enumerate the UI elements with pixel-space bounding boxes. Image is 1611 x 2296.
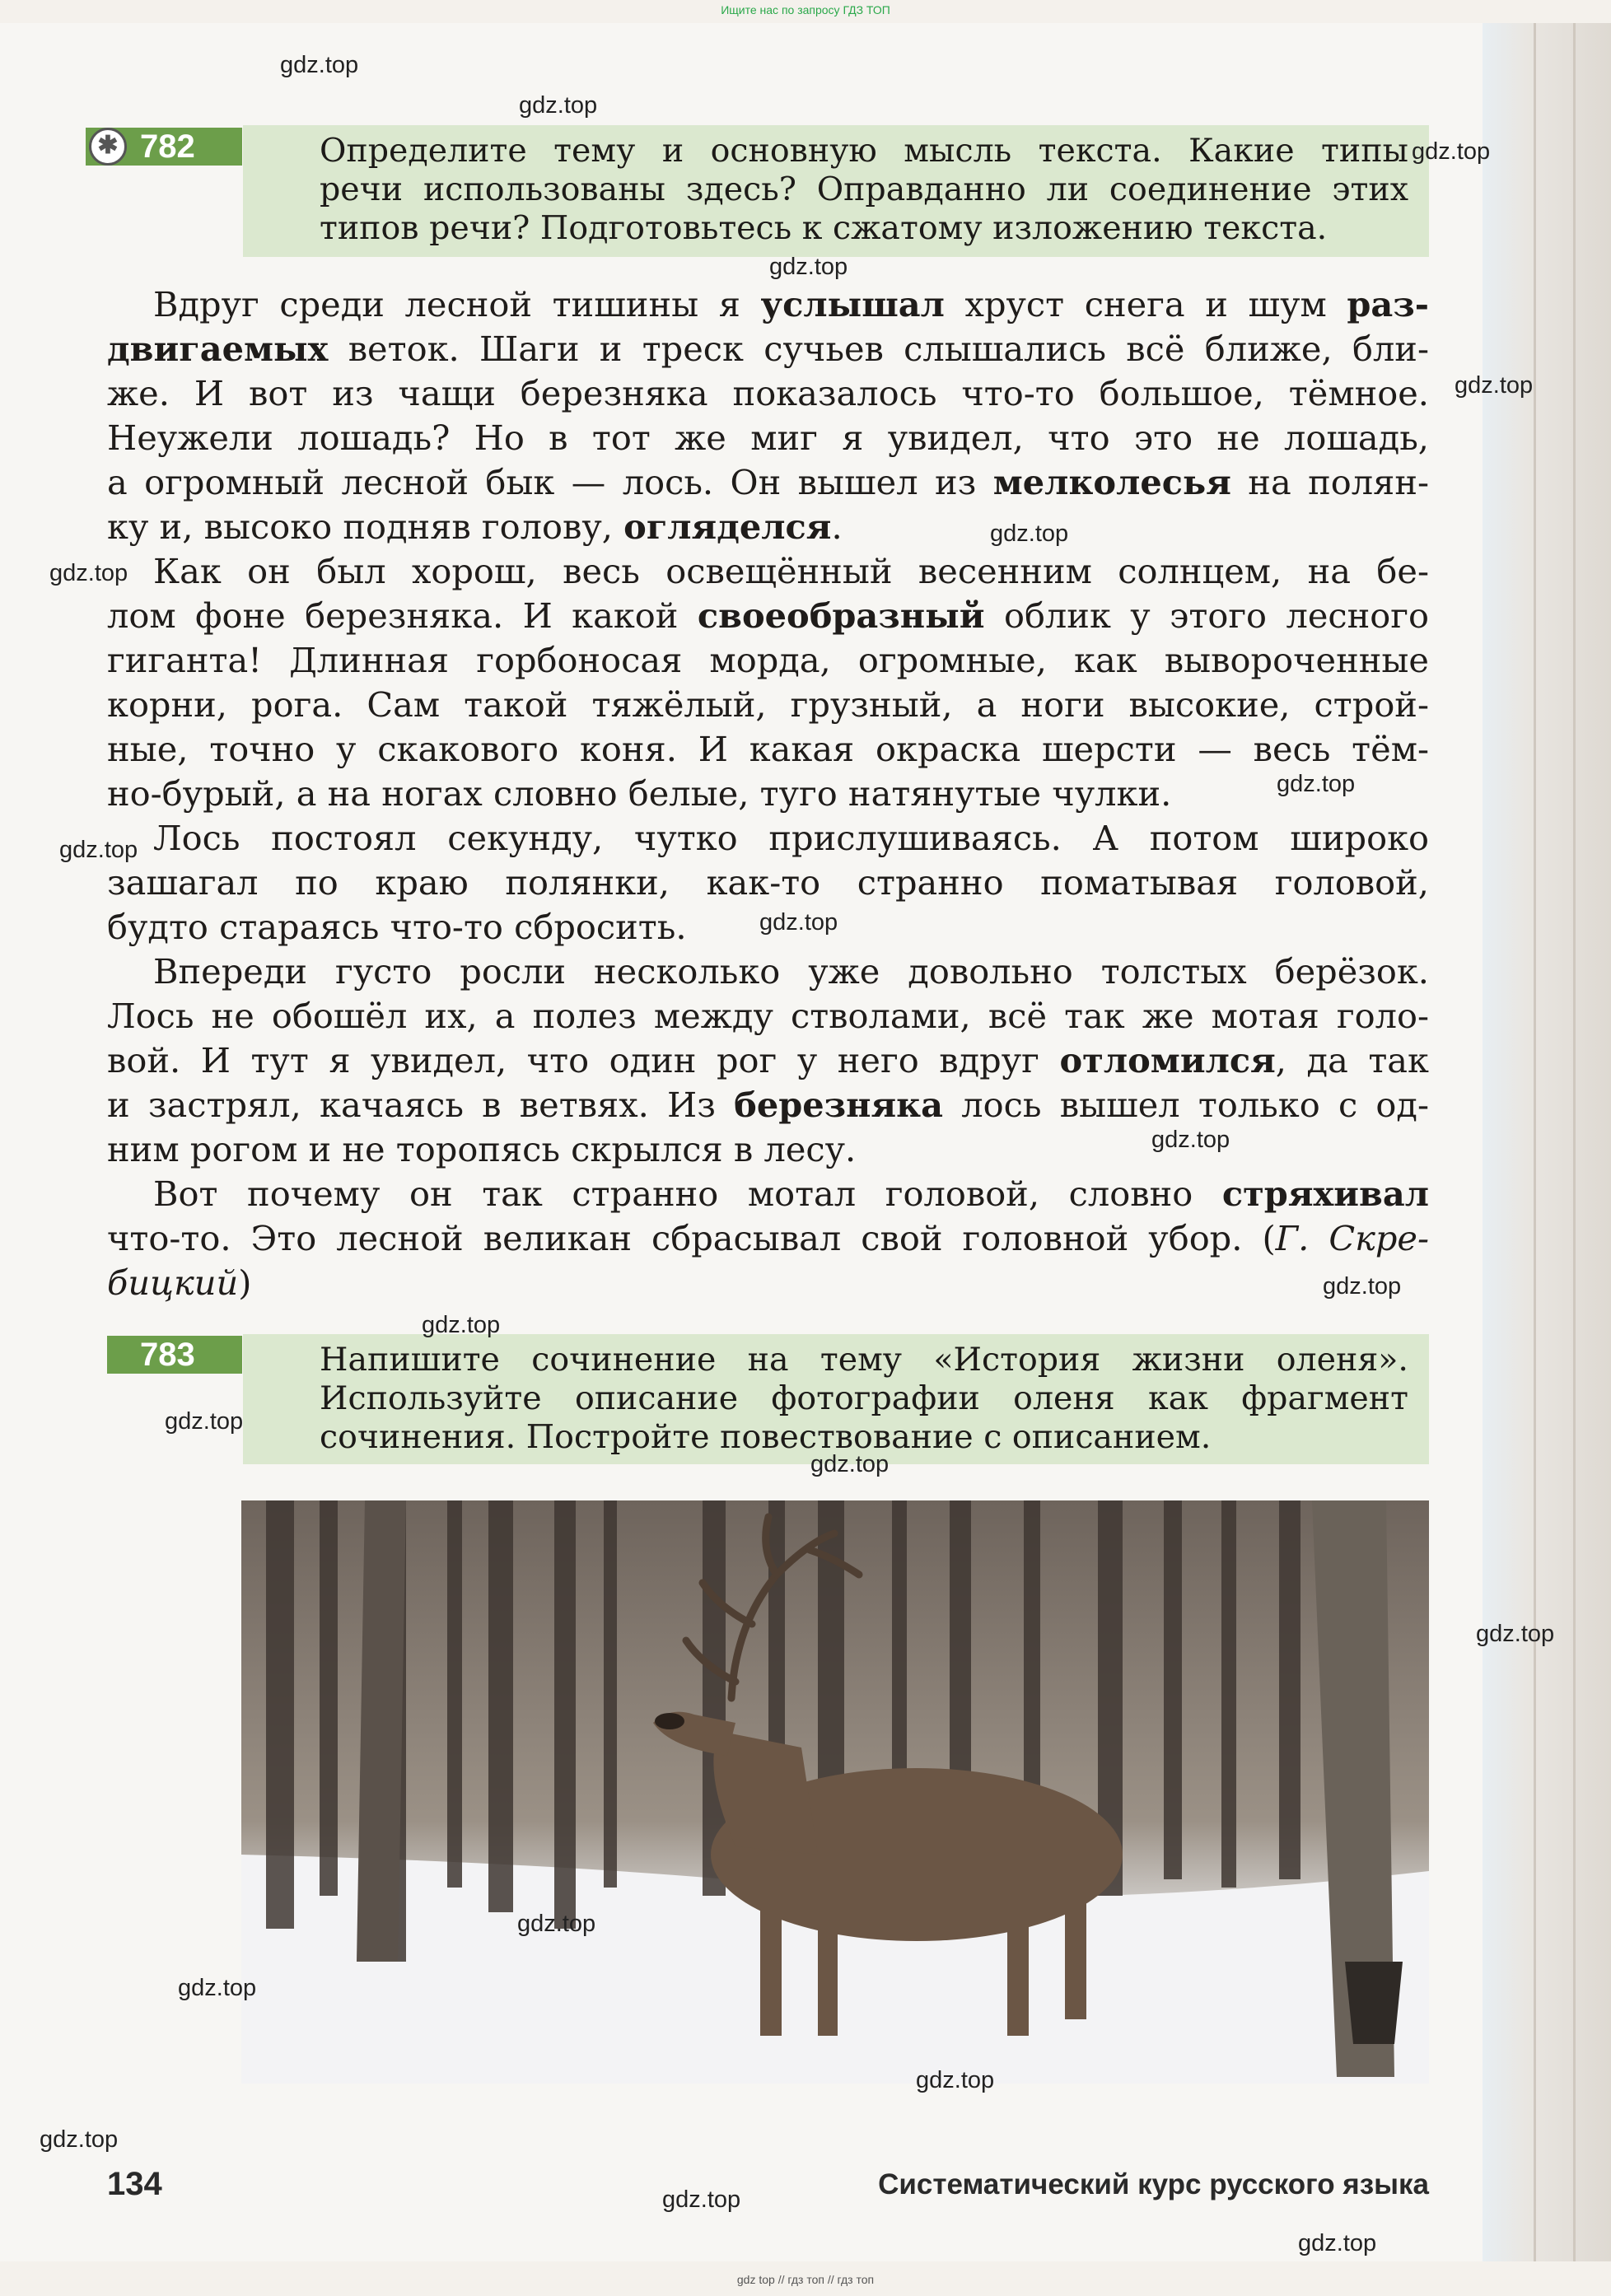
watermark: gdz.top — [519, 92, 598, 119]
footer-tag: gdz top // гдз топ // гдз топ — [736, 2273, 875, 2286]
text-line: а огромный лесной бык — лось. Он вышел из мелколесья на полян- — [107, 462, 1429, 502]
key-word: огляделся — [623, 506, 832, 547]
star-circle-icon: ✱ — [89, 128, 127, 166]
text-line: Как он был хорош, весь освещённый весенним солнцем, на бе- — [153, 551, 1429, 591]
author-name: бицкий — [107, 1262, 239, 1303]
task-782-text — [320, 132, 1408, 248]
book-title: Систематический курс русского языка — [878, 2168, 1429, 2200]
watermark: gdz.top — [280, 52, 359, 78]
key-word: услышал — [760, 284, 945, 324]
key-word: своеобразный — [697, 595, 985, 636]
watermark: gdz.top — [759, 909, 838, 936]
main-text — [107, 282, 1429, 1305]
key-word: раз- — [1347, 284, 1429, 324]
watermark: gdz.top — [990, 520, 1069, 547]
task-782-line: типов речи? Подготовьтесь к сжатому изложению текста. — [320, 209, 1328, 247]
watermark: gdz.top — [165, 1408, 244, 1435]
task-782-line: речи использованы здесь? Оправданно ли соединение этих — [320, 170, 1408, 208]
page-binding-edge — [1483, 23, 1611, 2261]
watermark: gdz.top — [769, 254, 848, 280]
watermark: gdz.top — [517, 1911, 596, 1937]
watermark: gdz.top — [662, 2186, 741, 2213]
text-line: двигаемых веток. Шаги и треск сучьев слышались всё ближе, бли- — [107, 329, 1429, 369]
text-line: будто стараясь что-то сбросить. — [107, 907, 687, 947]
text-line: же. И вот из чащи березняка показалось что-то большое, тёмное. — [107, 373, 1429, 413]
watermark: gdz.top — [1323, 1273, 1402, 1300]
text-line: Неужели лошадь? Но в тот же миг я увидел, что это не лошадь, — [107, 418, 1429, 458]
text-line: и застрял, качаясь в ветвях. Из березняка лось вышел только с од- — [107, 1085, 1429, 1125]
text-line: лом фоне березняка. И какой своеобразный облик у этого лесного — [107, 595, 1429, 636]
paragraph-4 — [107, 950, 1429, 1172]
watermark: gdz.top — [1412, 138, 1491, 165]
watermark: gdz.top — [916, 2067, 995, 2093]
author-name: Г. Скре- — [1275, 1218, 1429, 1258]
watermark: gdz.top — [1298, 2230, 1377, 2256]
paragraph-1 — [107, 282, 1429, 549]
text-line: что-то. Это лесной великан сбрасывал свой головной убор. (Г. Скре- — [107, 1218, 1429, 1258]
watermark: gdz.top — [40, 2126, 119, 2153]
text-line: ку и, высоко подняв голову, огляделся. — [107, 506, 843, 547]
paragraph-2 — [107, 549, 1429, 816]
text-line: Впереди густо росли несколько уже довольно толстых берёзок. — [153, 951, 1429, 992]
task-783-number: 783 — [140, 1337, 195, 1373]
text-line: Лось не обошёл их, а полез между стволами, всё так же мотая голо- — [107, 996, 1429, 1036]
page-number: 134 — [107, 2166, 162, 2202]
deer-photo — [241, 1500, 1429, 2084]
task-782-badge — [86, 128, 242, 166]
task-782-line: Определите тему и основную мысль текста. Какие типы — [320, 132, 1408, 170]
key-word: стряхивал — [1221, 1174, 1429, 1214]
watermark: gdz.top — [1277, 771, 1356, 797]
watermark: gdz.top — [178, 1975, 257, 2001]
key-word: двигаемых — [107, 329, 329, 369]
task-783-line: Используйте описание фотографии оленя как фрагмент — [320, 1379, 1408, 1417]
watermark: gdz.top — [422, 1312, 501, 1338]
key-word: березняка — [734, 1085, 944, 1125]
task-783-line: сочинения. Постройте повествование с описанием. — [320, 1418, 1212, 1456]
text-line: Лось постоял секунду, чутко прислушиваясь. А потом широко — [153, 818, 1429, 858]
text-line: гиганта! Длинная горбоносая морда, огромные, как вывороченные — [107, 640, 1429, 680]
text-line: Вот почему он так странно мотал головой, словно стряхивал — [153, 1174, 1429, 1214]
text-line: но-бурый, а на ногах словно белые, туго натянутые чулки. — [107, 773, 1172, 814]
task-783-line: Напишите сочинение на тему «История жизни оленя». — [320, 1341, 1408, 1379]
text-line: бицкий) — [107, 1262, 252, 1303]
text-line: ним рогом и не торопясь скрылся в лесу. — [107, 1129, 857, 1169]
text-line: ные, точно у скакового коня. И какая окраска шерсти — весь тём- — [107, 729, 1429, 769]
task-783-badge — [107, 1336, 242, 1374]
key-word: мелколесья — [992, 462, 1231, 502]
task-782-number: 782 — [140, 128, 195, 165]
text-line: Вдруг среди лесной тишины я услышал хруст снега и шум раз- — [153, 284, 1429, 324]
watermark: gdz.top — [1476, 1621, 1555, 1647]
watermark: gdz.top — [1455, 372, 1534, 399]
header-tag: Ищите нас по запросу ГДЗ ТОП — [721, 3, 890, 16]
watermark: gdz.top — [810, 1451, 890, 1477]
task-783-text — [320, 1341, 1408, 1457]
watermark: gdz.top — [49, 560, 128, 586]
text-line: зашагал по краю полянки, как-то странно поматывая головой, — [107, 862, 1429, 903]
watermark: gdz.top — [1151, 1127, 1230, 1153]
key-word: отломился — [1059, 1040, 1276, 1080]
text-line: вой. И тут я увидел, что один рог у него вдруг отломился, да так — [107, 1040, 1429, 1080]
text-line: корни, рога. Сам такой тяжёлый, грузный, а ноги высокие, строй- — [107, 684, 1429, 725]
paragraph-5 — [107, 1172, 1429, 1305]
watermark: gdz.top — [59, 837, 138, 863]
